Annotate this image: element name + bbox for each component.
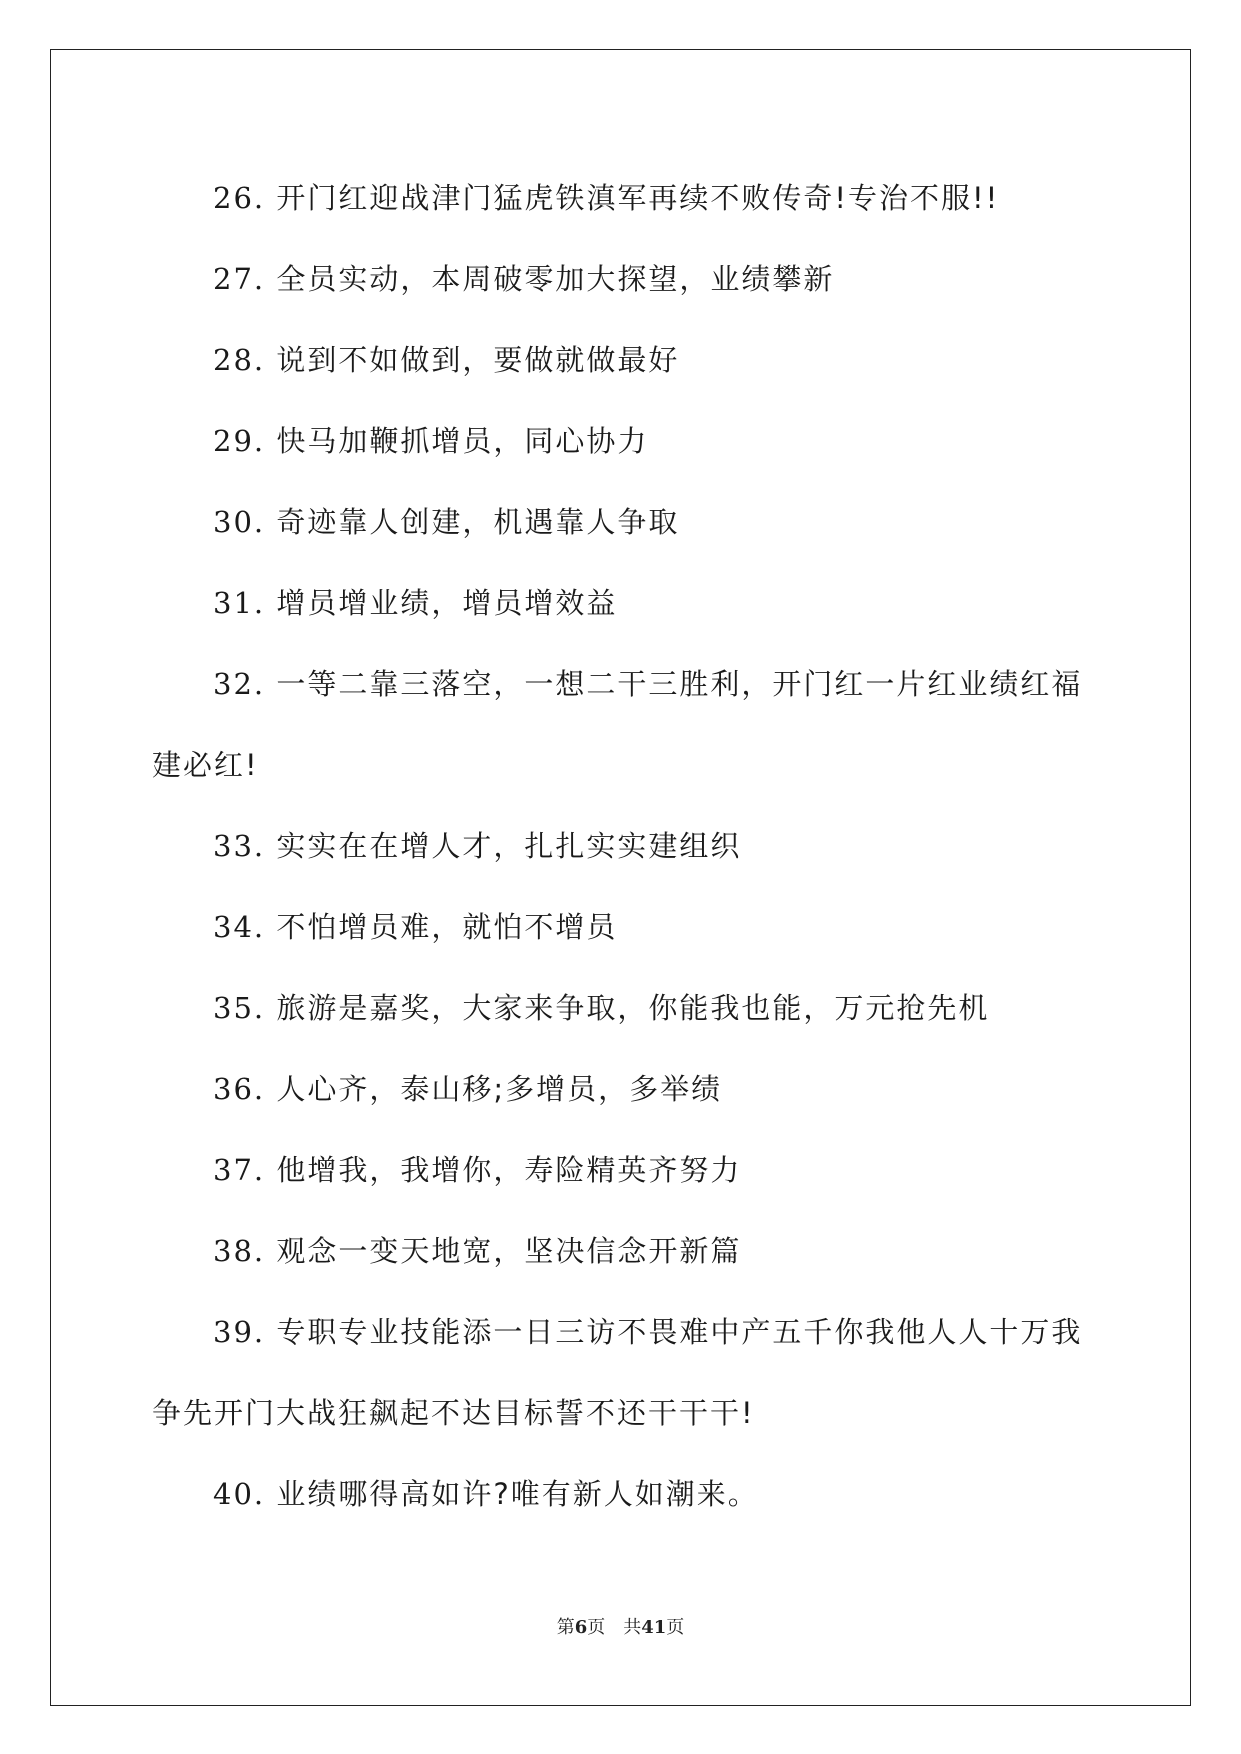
item-number: 35. bbox=[213, 991, 266, 1025]
page-footer bbox=[0, 1613, 1241, 1639]
list-item bbox=[152, 887, 1092, 968]
item-number: 33. bbox=[213, 829, 266, 863]
list-item bbox=[152, 1049, 1092, 1130]
list-item bbox=[152, 482, 1092, 563]
item-number: 37. bbox=[213, 1153, 266, 1187]
list-item bbox=[152, 320, 1092, 401]
item-number: 26. bbox=[213, 181, 266, 215]
list-item bbox=[152, 1130, 1092, 1211]
total-page-number: 41 bbox=[641, 1617, 667, 1638]
list-item bbox=[152, 806, 1092, 887]
item-number: 40. bbox=[213, 1477, 266, 1511]
item-text: 他增我，我增你，寿险精英齐努力 bbox=[276, 1153, 742, 1187]
item-text: 旅游是嘉奖，大家来争取，你能我也能，万元抢先机 bbox=[276, 991, 990, 1025]
footer-suffix: 页 bbox=[666, 1617, 685, 1638]
item-text: 实实在在增人才，扎扎实实建组织 bbox=[276, 829, 742, 863]
item-text: 观念一变天地宽，坚决信念开新篇 bbox=[276, 1234, 742, 1268]
item-text: 业绩哪得高如许?唯有新人如潮来。 bbox=[276, 1477, 759, 1511]
item-text: 人心齐，泰山移;多增员，多举绩 bbox=[276, 1072, 723, 1106]
list-item bbox=[152, 1211, 1092, 1292]
list-item bbox=[152, 158, 1092, 239]
list-item bbox=[152, 239, 1092, 320]
item-text: 说到不如做到，要做就做最好 bbox=[276, 343, 680, 377]
list-item bbox=[152, 401, 1092, 482]
item-number: 31. bbox=[213, 586, 266, 620]
item-number: 27. bbox=[213, 262, 266, 296]
item-text: 不怕增员难，就怕不增员 bbox=[276, 910, 618, 944]
current-page-number: 6 bbox=[574, 1617, 588, 1638]
item-text: 全员实动，本周破零加大探望，业绩攀新 bbox=[276, 262, 835, 296]
list-item bbox=[152, 968, 1092, 1049]
item-text: 一等二靠三落空，一想二干三胜利，开门红一片红业绩红福建必红! bbox=[152, 667, 1083, 782]
slogan-list bbox=[152, 168, 1092, 1535]
item-number: 28. bbox=[213, 343, 266, 377]
item-number: 34. bbox=[213, 910, 266, 944]
item-number: 36. bbox=[213, 1072, 266, 1106]
item-text: 专职专业技能添一日三访不畏难中产五千你我他人人十万我争先开门大战狂飙起不达目标誓不还干干干! bbox=[152, 1315, 1083, 1430]
footer-prefix: 第 bbox=[556, 1617, 575, 1638]
list-item bbox=[152, 1292, 1092, 1454]
item-number: 30. bbox=[213, 505, 266, 539]
item-text: 增员增业绩，增员增效益 bbox=[276, 586, 618, 620]
list-item bbox=[152, 644, 1092, 806]
list-item bbox=[152, 1454, 1092, 1535]
item-text: 快马加鞭抓增员，同心协力 bbox=[276, 424, 649, 458]
item-number: 32. bbox=[213, 667, 266, 701]
item-number: 38. bbox=[213, 1234, 266, 1268]
item-text: 奇迹靠人创建，机遇靠人争取 bbox=[276, 505, 680, 539]
item-text: 开门红迎战津门猛虎铁滇军再续不败传奇!专治不服!! bbox=[276, 181, 1000, 215]
list-item bbox=[152, 563, 1092, 644]
item-number: 29. bbox=[213, 424, 266, 458]
item-number: 39. bbox=[213, 1315, 266, 1349]
footer-mid: 页 共 bbox=[587, 1617, 642, 1638]
